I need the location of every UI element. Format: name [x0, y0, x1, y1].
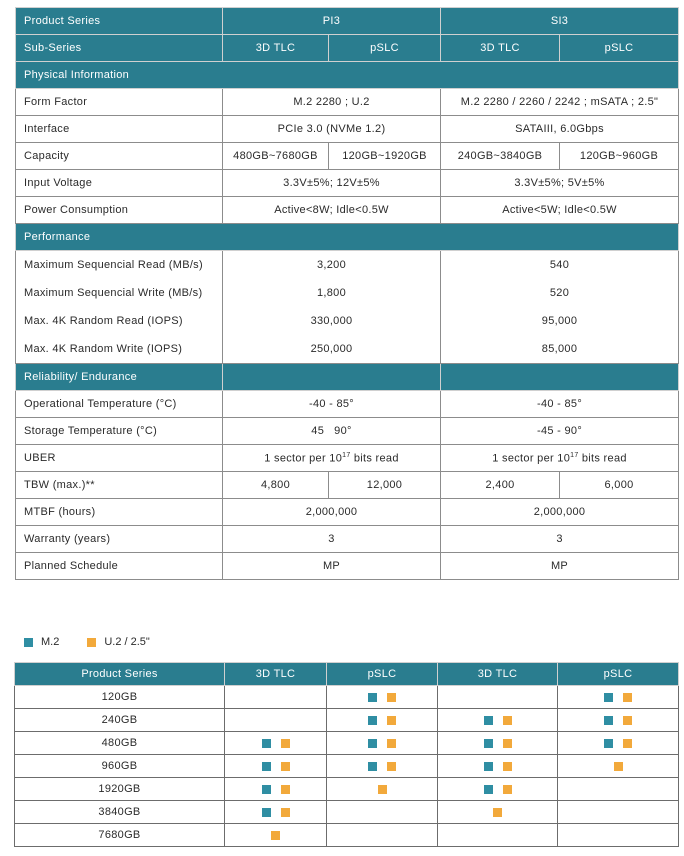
seq-read-label: Maximum Sequencial Read (MB/s): [16, 251, 223, 280]
rand-write-row: [16, 335, 679, 364]
legend-item-u2: [87, 636, 149, 648]
form-factor-legend: [24, 636, 178, 648]
uber-pi3-pre: 1 sector per 10: [264, 452, 343, 465]
matrix-header-product-series: Product Series: [15, 663, 225, 686]
op-temp-label: Operational Temperature (°C): [16, 391, 223, 418]
matrix-header-row: [15, 663, 679, 686]
matrix-cell: [327, 778, 438, 801]
reliability-section-pi3: [223, 364, 441, 391]
matrix-cell: [438, 755, 558, 778]
uber-si3: [441, 445, 679, 472]
rand-write-pi3: 250,000: [223, 335, 441, 364]
u2-marker: [614, 762, 623, 771]
matrix-row: [15, 686, 679, 709]
matrix-capacity-label: 240GB: [15, 709, 225, 732]
product-series-label: Product Series: [16, 8, 223, 35]
matrix-cell: [558, 801, 679, 824]
rand-read-pi3: 330,000: [223, 307, 441, 335]
form-factor-si3: M.2 2280 / 2260 / 2242 ; mSATA ; 2.5": [441, 89, 679, 116]
u2-marker: [281, 739, 290, 748]
u2-color-swatch: [87, 638, 96, 647]
matrix-cell: [225, 686, 327, 709]
matrix-cell: [225, 778, 327, 801]
m2-marker: [604, 739, 613, 748]
m2-marker: [604, 716, 613, 725]
matrix-capacity-label: 7680GB: [15, 824, 225, 847]
interface-pi3: PCIe 3.0 (NVMe 1.2): [223, 116, 441, 143]
u2-marker: [281, 762, 290, 771]
m2-marker: [262, 739, 271, 748]
u2-marker: [623, 739, 632, 748]
pi3-header: PI3: [223, 8, 441, 35]
m2-marker: [368, 716, 377, 725]
matrix-cell: [438, 824, 558, 847]
schedule-label: Planned Schedule: [16, 553, 223, 580]
pi3-tlc-header: 3D TLC: [223, 35, 329, 62]
u2-marker: [387, 762, 396, 771]
interface-si3: SATAIII, 6.0Gbps: [441, 116, 679, 143]
matrix-row: [15, 824, 679, 847]
power-row: [16, 197, 679, 224]
u2-marker: [503, 762, 512, 771]
u2-marker: [503, 785, 512, 794]
interface-row: [16, 116, 679, 143]
capacity-pi3-pslc: 120GB~1920GB: [329, 143, 441, 170]
m2-marker: [484, 716, 493, 725]
schedule-row: [16, 553, 679, 580]
legend-u2-label: U.2 / 2.5": [104, 636, 150, 648]
matrix-cell: [327, 709, 438, 732]
input-voltage-row: [16, 170, 679, 197]
uber-label: UBER: [16, 445, 223, 472]
storage-temp-label: Storage Temperature (°C): [16, 418, 223, 445]
matrix-cell: [558, 709, 679, 732]
physical-section-title: Physical Information: [16, 62, 679, 89]
matrix-header-si3-tlc: 3D TLC: [438, 663, 558, 686]
u2-marker: [503, 716, 512, 725]
storage-temp-si3: -45 - 90°: [441, 418, 679, 445]
performance-section-row: [16, 224, 679, 251]
matrix-cell: [327, 801, 438, 824]
seq-read-pi3: 3,200: [223, 251, 441, 280]
m2-marker: [368, 762, 377, 771]
uber-si3-pre: 1 sector per 10: [492, 452, 571, 465]
m2-marker: [368, 739, 377, 748]
seq-read-si3: 540: [441, 251, 679, 280]
seq-write-row: [16, 279, 679, 307]
capacity-label: Capacity: [16, 143, 223, 170]
power-si3: Active<5W; Idle<0.5W: [441, 197, 679, 224]
m2-marker: [368, 693, 377, 702]
u2-marker: [387, 739, 396, 748]
u2-marker: [271, 831, 280, 840]
rand-read-row: [16, 307, 679, 335]
uber-pi3-post: bits read: [350, 452, 399, 465]
mtbf-label: MTBF (hours): [16, 499, 223, 526]
matrix-cell: [438, 709, 558, 732]
power-pi3: Active<8W; Idle<0.5W: [223, 197, 441, 224]
matrix-cell: [438, 732, 558, 755]
seq-write-label: Maximum Sequencial Write (MB/s): [16, 279, 223, 307]
matrix-cell: [558, 778, 679, 801]
rand-read-label: Max. 4K Random Read (IOPS): [16, 307, 223, 335]
u2-marker: [281, 785, 290, 794]
rand-write-label: Max. 4K Random Write (IOPS): [16, 335, 223, 364]
matrix-capacity-label: 120GB: [15, 686, 225, 709]
uber-si3-exponent: 17: [570, 451, 579, 459]
sub-series-row: [16, 35, 679, 62]
matrix-cell: [225, 801, 327, 824]
matrix-cell: [225, 824, 327, 847]
input-voltage-pi3: 3.3V±5%; 12V±5%: [223, 170, 441, 197]
mtbf-si3: 2,000,000: [441, 499, 679, 526]
seq-read-row: [16, 251, 679, 280]
si3-tlc-header: 3D TLC: [441, 35, 560, 62]
m2-marker: [484, 762, 493, 771]
seq-write-pi3: 1,800: [223, 279, 441, 307]
tbw-si3-tlc: 2,400: [441, 472, 560, 499]
m2-marker: [262, 762, 271, 771]
u2-marker: [281, 808, 290, 817]
input-voltage-label: Input Voltage: [16, 170, 223, 197]
matrix-cell: [558, 755, 679, 778]
op-temp-pi3: -40 - 85°: [223, 391, 441, 418]
warranty-pi3: 3: [223, 526, 441, 553]
matrix-cell: [327, 824, 438, 847]
form-factor-pi3: M.2 2280 ; U.2: [223, 89, 441, 116]
u2-marker: [493, 808, 502, 817]
warranty-row: [16, 526, 679, 553]
matrix-capacity-label: 960GB: [15, 755, 225, 778]
storage-temp-pi3: 45 90°: [223, 418, 441, 445]
op-temp-si3: -40 - 85°: [441, 391, 679, 418]
uber-row: [16, 445, 679, 472]
uber-pi3: [223, 445, 441, 472]
uber-pi3-exponent: 17: [342, 451, 351, 459]
u2-marker: [378, 785, 387, 794]
matrix-cell: [327, 686, 438, 709]
matrix-capacity-label: 1920GB: [15, 778, 225, 801]
matrix-header-pi3-pslc: pSLC: [327, 663, 438, 686]
matrix-row: [15, 709, 679, 732]
matrix-cell: [327, 732, 438, 755]
m2-marker: [604, 693, 613, 702]
rand-write-si3: 85,000: [441, 335, 679, 364]
warranty-label: Warranty (years): [16, 526, 223, 553]
matrix-header-pi3-tlc: 3D TLC: [225, 663, 327, 686]
matrix-header-si3-pslc: pSLC: [558, 663, 679, 686]
matrix-cell: [327, 755, 438, 778]
si3-pslc-header: pSLC: [560, 35, 679, 62]
matrix-cell: [558, 686, 679, 709]
tbw-row: [16, 472, 679, 499]
matrix-cell: [438, 778, 558, 801]
capacity-si3-pslc: 120GB~960GB: [560, 143, 679, 170]
u2-marker: [503, 739, 512, 748]
storage-temp-row: [16, 418, 679, 445]
uber-si3-post: bits read: [578, 452, 627, 465]
mtbf-row: [16, 499, 679, 526]
tbw-label: TBW (max.)**: [16, 472, 223, 499]
power-label: Power Consumption: [16, 197, 223, 224]
matrix-cell: [438, 801, 558, 824]
si3-header: SI3: [441, 8, 679, 35]
capacity-row: [16, 143, 679, 170]
m2-marker: [262, 808, 271, 817]
form-factor-label: Form Factor: [16, 89, 223, 116]
matrix-cell: [225, 755, 327, 778]
reliability-section-si3: [441, 364, 679, 391]
matrix-capacity-label: 3840GB: [15, 801, 225, 824]
matrix-cell: [225, 732, 327, 755]
u2-marker: [387, 716, 396, 725]
warranty-si3: 3: [441, 526, 679, 553]
rand-read-si3: 95,000: [441, 307, 679, 335]
matrix-cell: [438, 686, 558, 709]
mtbf-pi3: 2,000,000: [223, 499, 441, 526]
op-temp-row: [16, 391, 679, 418]
reliability-section-title: Reliability/ Endurance: [16, 364, 223, 391]
spec-table: [15, 7, 679, 580]
u2-marker: [387, 693, 396, 702]
tbw-si3-pslc: 6,000: [560, 472, 679, 499]
physical-section-row: [16, 62, 679, 89]
seq-write-si3: 520: [441, 279, 679, 307]
input-voltage-si3: 3.3V±5%; 5V±5%: [441, 170, 679, 197]
tbw-pi3-pslc: 12,000: [329, 472, 441, 499]
u2-marker: [623, 716, 632, 725]
schedule-pi3: MP: [223, 553, 441, 580]
pi3-pslc-header: pSLC: [329, 35, 441, 62]
tbw-pi3-tlc: 4,800: [223, 472, 329, 499]
m2-color-swatch: [24, 638, 33, 647]
matrix-row: [15, 755, 679, 778]
u2-marker: [623, 693, 632, 702]
form-factor-row: [16, 89, 679, 116]
reliability-section-row: [16, 364, 679, 391]
matrix-cell: [225, 709, 327, 732]
m2-marker: [484, 739, 493, 748]
matrix-row: [15, 778, 679, 801]
matrix-cell: [558, 824, 679, 847]
performance-section-title: Performance: [16, 224, 679, 251]
capacity-pi3-tlc: 480GB~7680GB: [223, 143, 329, 170]
matrix-cell: [558, 732, 679, 755]
legend-item-m2: [24, 636, 59, 648]
m2-marker: [484, 785, 493, 794]
sub-series-label: Sub-Series: [16, 35, 223, 62]
legend-m2-label: M.2: [41, 636, 60, 648]
m2-marker: [262, 785, 271, 794]
matrix-capacity-label: 480GB: [15, 732, 225, 755]
product-series-row: [16, 8, 679, 35]
schedule-si3: MP: [441, 553, 679, 580]
matrix-row: [15, 732, 679, 755]
capacity-si3-tlc: 240GB~3840GB: [441, 143, 560, 170]
matrix-row: [15, 801, 679, 824]
matrix-body: [15, 686, 679, 847]
capacity-matrix-table: [14, 662, 679, 847]
interface-label: Interface: [16, 116, 223, 143]
